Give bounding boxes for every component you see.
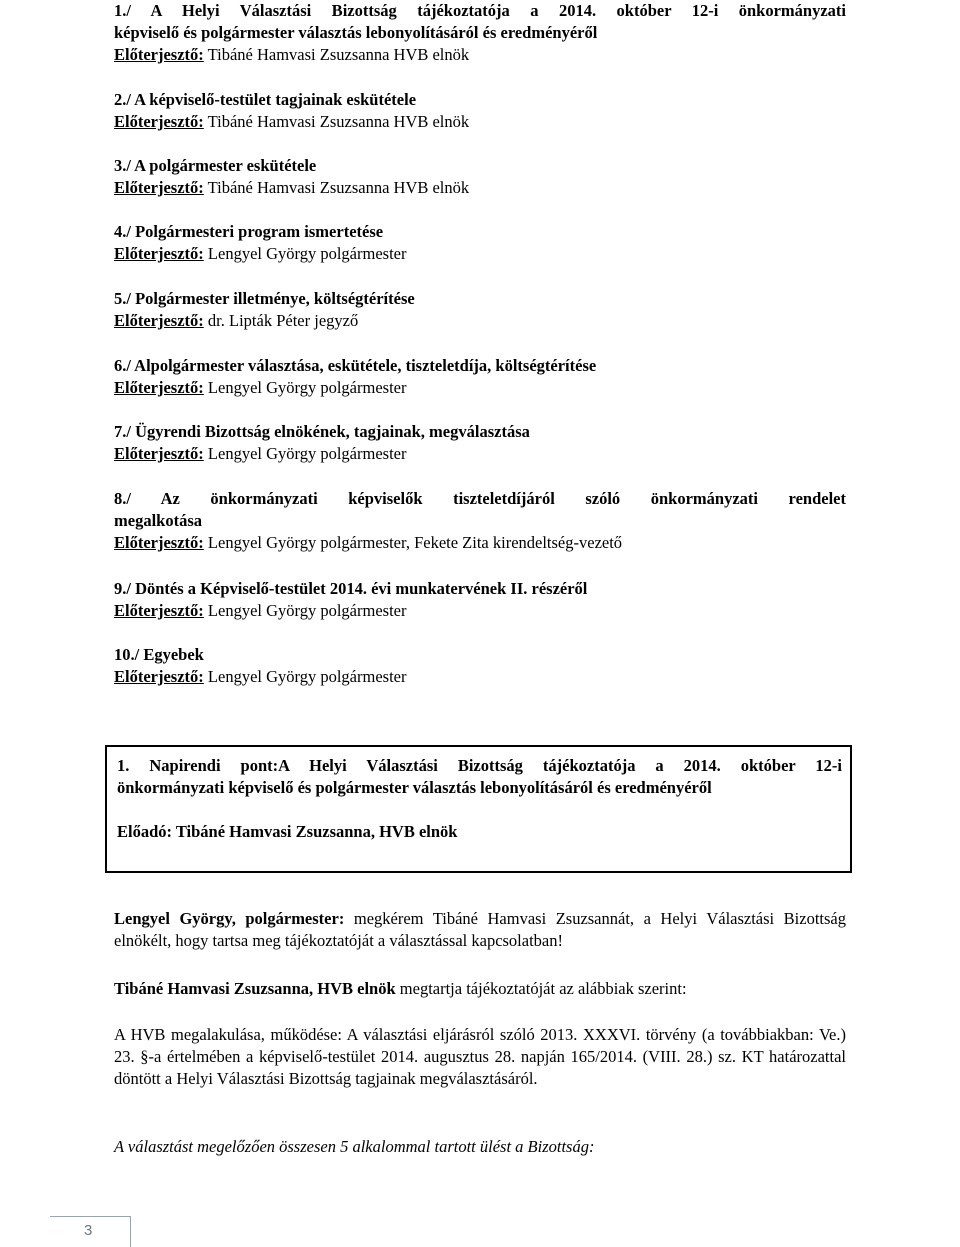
- paragraph-text: megtartja tájékoztatóját az alábbiak szerint:: [395, 979, 687, 998]
- presenter-label: Előterjesztő:: [114, 667, 204, 686]
- agenda-item: [114, 89, 846, 133]
- agenda-item-presenter: [114, 310, 846, 332]
- presenter-label: Előterjesztő:: [114, 112, 204, 131]
- presenter-name: Tibáné Hamvasi Zsuzsanna HVB elnök: [203, 112, 470, 131]
- presenter-name: Tibáné Hamvasi Zsuzsanna HVB elnök: [203, 178, 470, 197]
- agenda-item-presenter: [114, 44, 846, 66]
- box-heading-line-2: önkormányzati képviselő és polgármester választás lebonyolításáról és eredményéről: [117, 778, 712, 797]
- speaker-name: Tibáné Hamvasi Zsuzsanna, HVB elnök: [114, 979, 396, 998]
- presenter-name: Lengyel György polgármester, Fekete Zita kirendeltség-vezető: [203, 533, 623, 552]
- agenda-item: [114, 155, 846, 199]
- agenda-item-title: 10./ Egyebek: [114, 645, 204, 664]
- presenter-name: Lengyel György polgármester: [203, 601, 407, 620]
- box-heading-line-1: 1. Napirendi pont:A Helyi Választási Bizottság tájékoztatója a 2014. október 12-i: [117, 756, 842, 775]
- agenda-item-presenter: [114, 177, 846, 199]
- page-number: 3: [84, 1222, 93, 1239]
- paragraph-mayor-request: [114, 908, 846, 952]
- agenda-item-title: 9./ Döntés a Képviselő-testület 2014. évi munkatervének II. részéről: [114, 579, 588, 598]
- paragraph-sessions: A választást megelőzően összesen 5 alkalommal tartott ülést a Bizottság:: [114, 1137, 595, 1156]
- presenter-label: Előterjesztő:: [114, 311, 204, 330]
- presenter-name: Lengyel György polgármester: [203, 244, 407, 263]
- presenter-name: Lengyel György polgármester: [203, 667, 407, 686]
- agenda-item-title: képviselő és polgármester választás lebonyolításáról és eredményéről: [114, 23, 598, 42]
- agenda-item-title: 7./ Ügyrendi Bizottság elnökének, tagjainak, megválasztása: [114, 422, 530, 441]
- agenda-item-presenter: [114, 600, 846, 622]
- box-presenter: Előadó: Tibáné Hamvasi Zsuzsanna, HVB elnök: [117, 822, 458, 841]
- agenda-item-presenter: [114, 666, 846, 688]
- presenter-label: Előterjesztő:: [114, 178, 204, 197]
- paragraph-hvb-intro: [114, 978, 846, 1000]
- presenter-label: Előterjesztő:: [114, 444, 204, 463]
- agenda-item-presenter: [114, 377, 846, 399]
- agenda-item-title: 2./ A képviselő-testület tagjainak eskütétele: [114, 90, 417, 109]
- paragraph-text: megkérem Tibáné Hamvasi Zsuzsannát, a Helyi Választási Bizottság elnökélt, hogy tartsa meg tájékoztatóját a választással kapcsolatban!: [114, 909, 846, 950]
- agenda-item-title: 4./ Polgármesteri program ismertetése: [114, 222, 384, 241]
- agenda-item: [114, 644, 846, 688]
- agenda-item: [114, 288, 846, 332]
- presenter-label: Előterjesztő:: [114, 45, 204, 64]
- agenda-item: [114, 0, 846, 66]
- presenter-label: Előterjesztő:: [114, 533, 204, 552]
- presenter-label: Előterjesztő:: [114, 244, 204, 263]
- agenda-item-title: 6./ Alpolgármester választása, eskütétele, tiszteletdíja, költségtérítése: [114, 356, 597, 375]
- agenda-item-heading-box: [105, 745, 852, 873]
- agenda-item-title: 8./ Az önkormányzati képviselők tiszteletdíjáról szóló önkormányzati rendelet: [114, 489, 846, 508]
- agenda-item-presenter: [114, 111, 846, 133]
- agenda-item: [114, 578, 846, 622]
- presenter-name: Tibáné Hamvasi Zsuzsanna HVB elnök: [203, 45, 470, 64]
- agenda-item-title: megalkotása: [114, 511, 202, 530]
- agenda-item: [114, 355, 846, 399]
- agenda-item-title: 5./ Polgármester illetménye, költségtérítése: [114, 289, 415, 308]
- presenter-name: dr. Lipták Péter jegyző: [203, 311, 359, 330]
- agenda-item-presenter: [114, 243, 846, 265]
- agenda-item-presenter: [114, 443, 846, 465]
- agenda-item: [114, 488, 846, 554]
- agenda-item-title: 1./ A Helyi Választási Bizottság tájékoztatója a 2014. október 12-i önkormányzati: [114, 1, 846, 20]
- presenter-name: Lengyel György polgármester: [203, 444, 407, 463]
- agenda-item: [114, 421, 846, 465]
- presenter-label: Előterjesztő:: [114, 601, 204, 620]
- agenda-item: [114, 221, 846, 265]
- paragraph-hvb-formation: A HVB megalakulása, működése: A választási eljárásról szóló 2013. XXXVI. törvény (a továbbiakban: Ve.) 23. §-a értelmében a képviselő-testület 2014. augusztus 28. napján 165/2014. (VIII. 28.) sz. KT határozattal döntött a Helyi Választási Bizottság tagjainak megválasztásáról.: [114, 1025, 846, 1088]
- presenter-label: Előterjesztő:: [114, 378, 204, 397]
- presenter-name: Lengyel György polgármester: [203, 378, 407, 397]
- agenda-item-title: 3./ A polgármester eskütétele: [114, 156, 317, 175]
- agenda-item-presenter: [114, 532, 846, 554]
- speaker-name: Lengyel György, polgármester:: [114, 909, 345, 928]
